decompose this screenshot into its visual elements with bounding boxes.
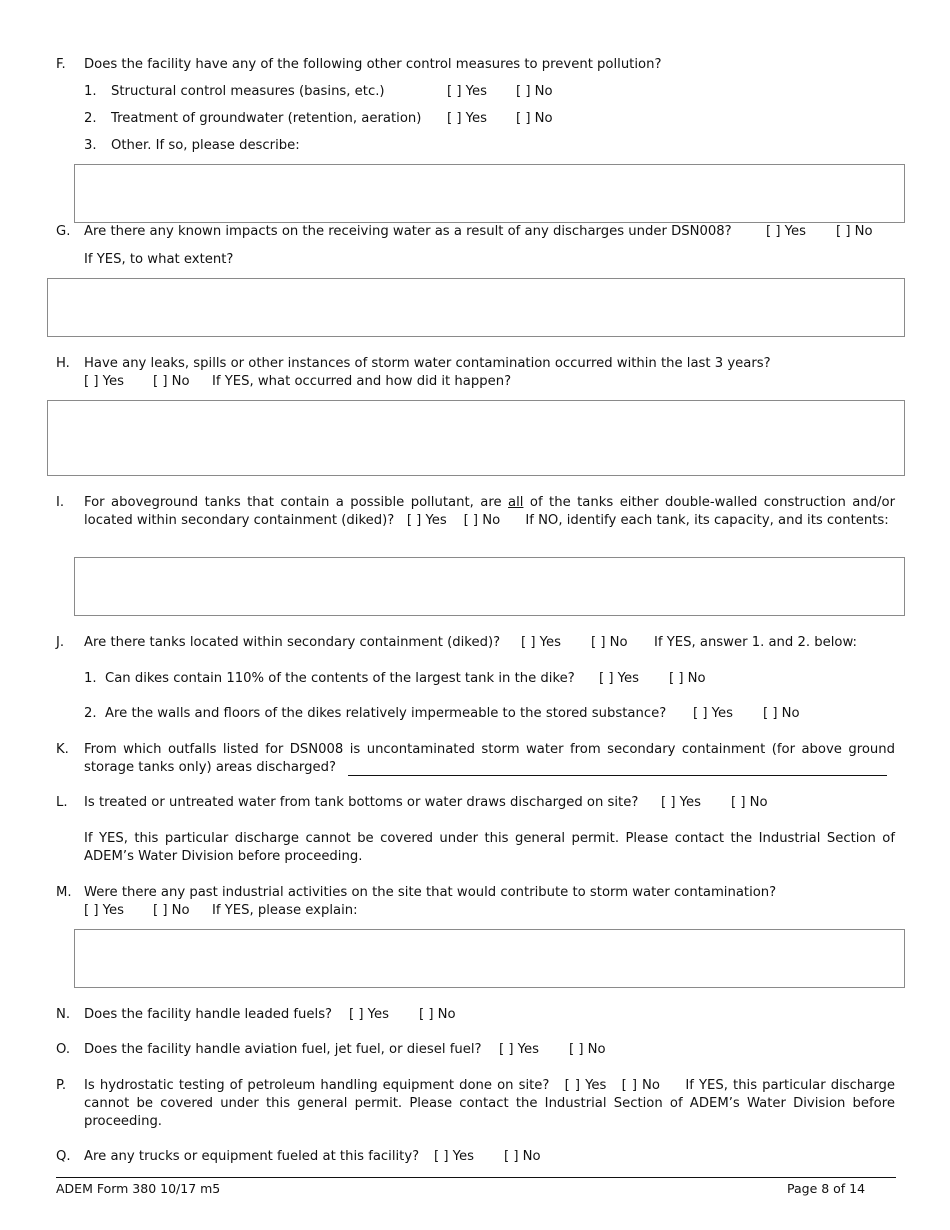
l-no-checkbox[interactable]: [ ] No	[731, 795, 768, 810]
i-text-part-2: of the tanks either double-walled construction and/or located within secondary containment (diked)?	[84, 495, 895, 528]
section-n-label: N.	[56, 1007, 71, 1022]
n-no-checkbox[interactable]: [ ] No	[419, 1007, 456, 1022]
section-g-label: G.	[56, 224, 71, 239]
section-h-question: Have any leaks, spills or other instances of storm water contamination occurred within the last 3 years?	[84, 356, 771, 371]
f-item-3-number: 3.	[84, 138, 97, 153]
section-k-question: From which outfalls listed for DSN008 is uncontaminated storm water from secondary containment (for above ground storage tanks only) areas discharged?	[84, 742, 895, 775]
h-no-checkbox[interactable]: [ ] No	[153, 374, 190, 389]
i-emphasis: all	[508, 495, 524, 510]
m-explanation-field[interactable]	[74, 929, 905, 988]
j-item-1-text: Can dikes contain 110% of the contents of the largest tank in the dike?	[105, 671, 575, 686]
p-note: If YES, this particular discharge cannot be covered under this general permit. Please contact the Industrial Section of ADEM’s Water Division before proceeding.	[84, 1078, 895, 1129]
f-item-1-number: 1.	[84, 84, 97, 99]
footer-page-number: Page 8 of 14	[787, 1181, 866, 1196]
f-item-1-text: Structural control measures (basins, etc.)	[111, 84, 385, 99]
m-no-checkbox[interactable]: [ ] No	[153, 903, 190, 918]
section-n-question: Does the facility handle leaded fuels?	[84, 1007, 333, 1022]
m-followup: If YES, please explain:	[212, 903, 358, 918]
j-yes-checkbox[interactable]: [ ] Yes	[521, 635, 561, 650]
section-m-question: Were there any past industrial activities on the site that would contribute to storm water contamination?	[84, 885, 777, 900]
f-item-1-yes-checkbox[interactable]: [ ] Yes	[447, 84, 487, 99]
f-other-description-field[interactable]	[74, 164, 905, 223]
i-yes-checkbox[interactable]: [ ] Yes	[406, 513, 447, 528]
section-h-label: H.	[56, 356, 70, 371]
f-item-2-number: 2.	[84, 111, 97, 126]
j-item-2-yes-checkbox[interactable]: [ ] Yes	[693, 706, 733, 721]
j-item-2-text: Are the walls and floors of the dikes relatively impermeable to the stored substance?	[105, 706, 667, 721]
section-m-label: M.	[56, 885, 72, 900]
g-yes-checkbox[interactable]: [ ] Yes	[766, 224, 806, 239]
f-item-3-text: Other. If so, please describe:	[111, 138, 300, 153]
section-p-question	[84, 1077, 895, 1131]
j-item-2-number: 2.	[84, 706, 97, 721]
h-followup: If YES, what occurred and how did it happen?	[212, 374, 512, 389]
g-extent-field[interactable]	[47, 278, 905, 337]
p-no-checkbox[interactable]: [ ] No	[621, 1078, 660, 1093]
section-l-label: L.	[56, 795, 68, 810]
g-followup: If YES, to what extent?	[84, 252, 234, 267]
k-outfalls-answer-line[interactable]	[348, 775, 887, 776]
section-f-label: F.	[56, 57, 66, 72]
section-f-question: Does the facility have any of the following other control measures to prevent pollution?	[84, 57, 662, 72]
i-tank-details-field[interactable]	[74, 557, 905, 616]
q-no-checkbox[interactable]: [ ] No	[504, 1149, 541, 1164]
f-item-2-no-checkbox[interactable]: [ ] No	[516, 111, 553, 126]
section-q-question: Are any trucks or equipment fueled at this facility?	[84, 1149, 420, 1164]
h-occurrence-field[interactable]	[47, 400, 905, 476]
section-k-label: K.	[56, 742, 69, 757]
f-item-2-yes-checkbox[interactable]: [ ] Yes	[447, 111, 487, 126]
l-note: If YES, this particular discharge cannot be covered under this general permit. Please contact the Industrial Section of ADEM’s Water Division before proceeding.	[84, 831, 895, 864]
i-no-checkbox[interactable]: [ ] No	[463, 513, 501, 528]
j-item-2-no-checkbox[interactable]: [ ] No	[763, 706, 800, 721]
f-item-1-no-checkbox[interactable]: [ ] No	[516, 84, 553, 99]
section-i-question	[84, 494, 895, 530]
section-p-label: P.	[56, 1078, 67, 1093]
h-yes-checkbox[interactable]: [ ] Yes	[84, 374, 124, 389]
o-yes-checkbox[interactable]: [ ] Yes	[499, 1042, 539, 1057]
section-l-question: Is treated or untreated water from tank bottoms or water draws discharged on site?	[84, 795, 639, 810]
p-question-text: Is hydrostatic testing of petroleum handling equipment done on site?	[84, 1078, 550, 1093]
footer-form-id: ADEM Form 380 10/17 m5	[56, 1181, 221, 1196]
section-o-label: O.	[56, 1042, 71, 1057]
section-i-label: I.	[56, 495, 65, 510]
l-yes-checkbox[interactable]: [ ] Yes	[661, 795, 701, 810]
f-item-2-text: Treatment of groundwater (retention, aeration)	[111, 111, 422, 126]
i-followup: If NO, identify each tank, its capacity, and its contents:	[525, 513, 889, 528]
m-yes-checkbox[interactable]: [ ] Yes	[84, 903, 124, 918]
section-q-label: Q.	[56, 1149, 71, 1164]
j-followup: If YES, answer 1. and 2. below:	[654, 635, 857, 650]
j-item-1-no-checkbox[interactable]: [ ] No	[669, 671, 706, 686]
o-no-checkbox[interactable]: [ ] No	[569, 1042, 606, 1057]
g-no-checkbox[interactable]: [ ] No	[836, 224, 873, 239]
section-o-question: Does the facility handle aviation fuel, jet fuel, or diesel fuel?	[84, 1042, 482, 1057]
q-yes-checkbox[interactable]: [ ] Yes	[434, 1149, 474, 1164]
j-item-1-number: 1.	[84, 671, 97, 686]
j-no-checkbox[interactable]: [ ] No	[591, 635, 628, 650]
j-item-1-yes-checkbox[interactable]: [ ] Yes	[599, 671, 639, 686]
section-j-label: J.	[56, 635, 65, 650]
n-yes-checkbox[interactable]: [ ] Yes	[349, 1007, 389, 1022]
p-yes-checkbox[interactable]: [ ] Yes	[564, 1078, 607, 1093]
section-j-question: Are there tanks located within secondary containment (diked)?	[84, 635, 501, 650]
section-g-question: Are there any known impacts on the receiving water as a result of any discharges under DSN008?	[84, 224, 732, 239]
footer-divider	[56, 1177, 896, 1178]
i-text-part-1: For aboveground tanks that contain a possible pollutant, are	[84, 495, 502, 510]
